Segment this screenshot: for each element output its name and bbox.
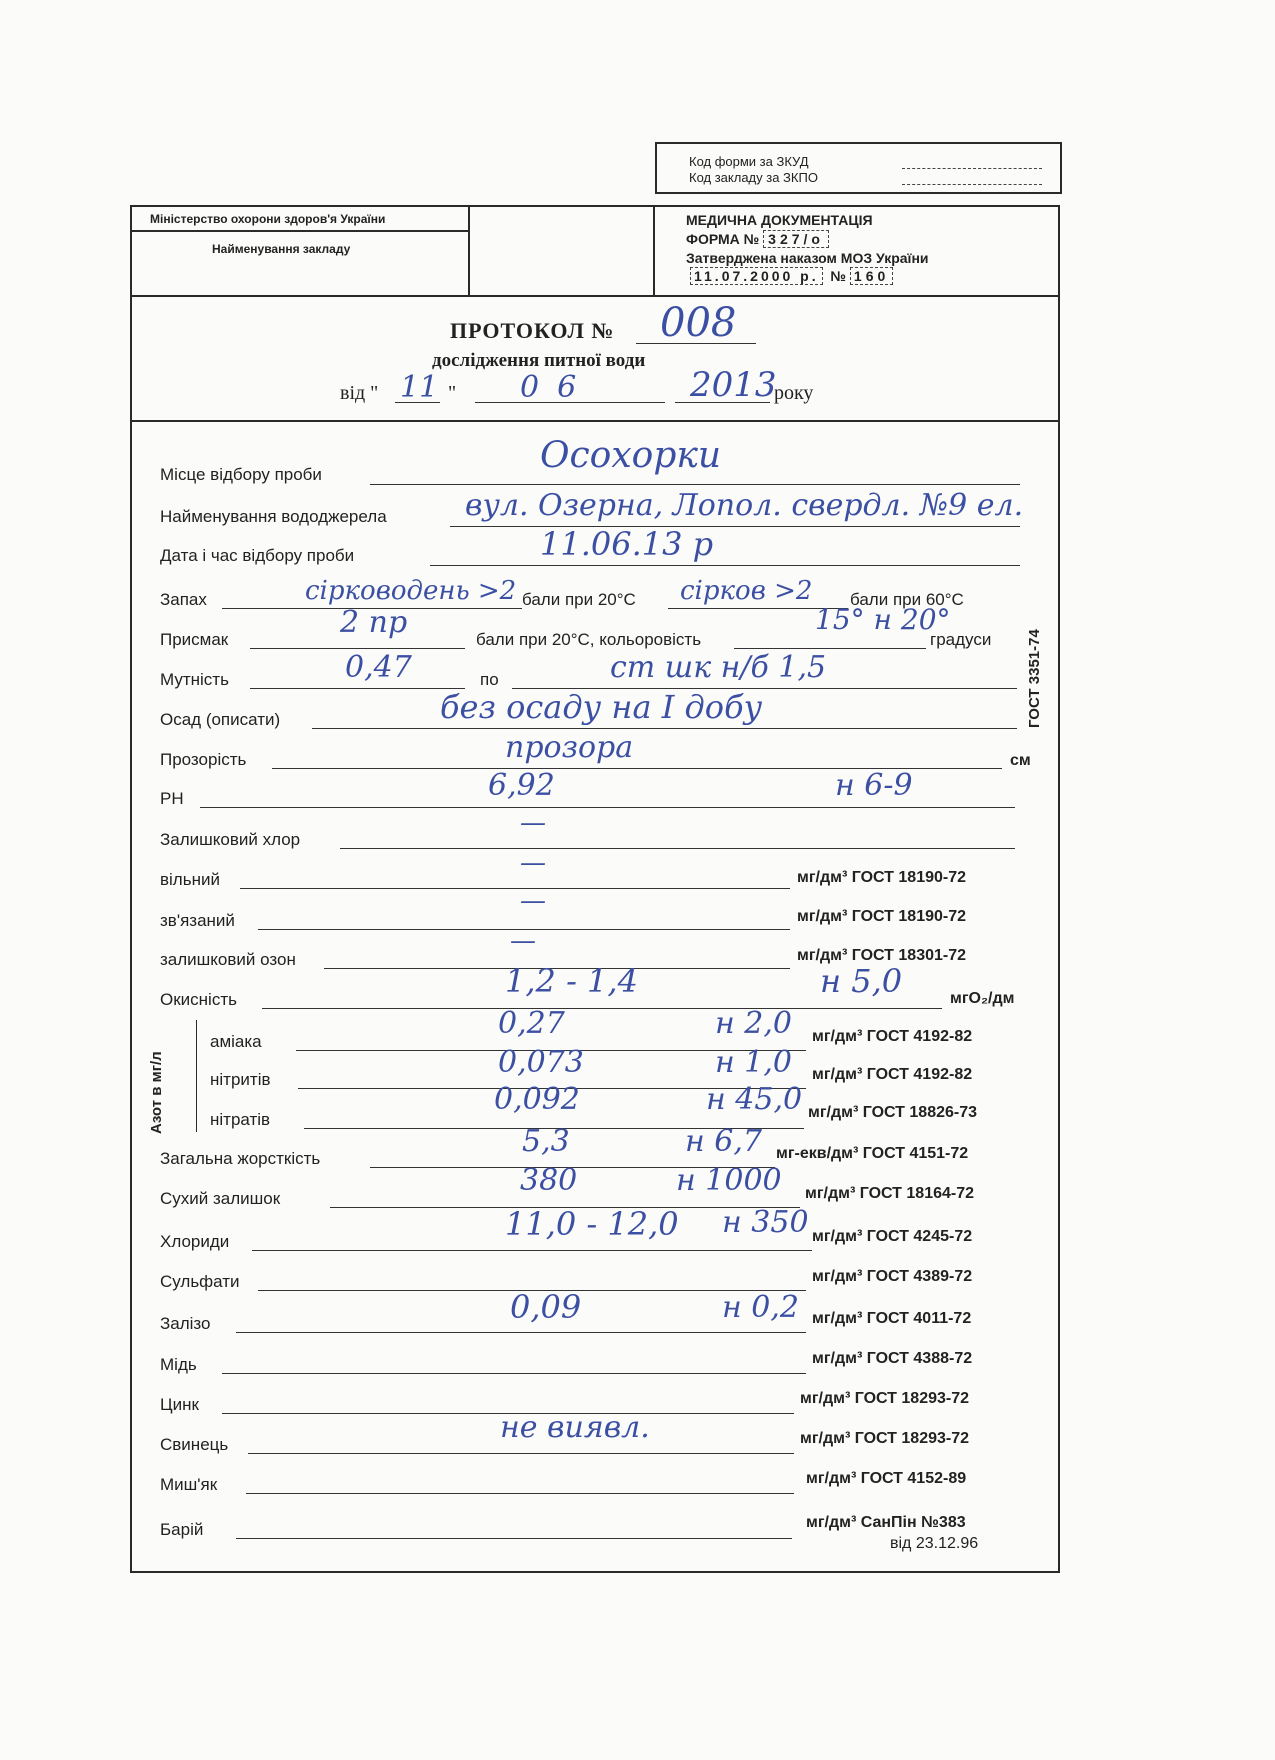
oxidability-unit: мгО₂/дм	[950, 990, 1015, 1007]
row-line	[430, 565, 1020, 566]
header-bottom-line	[130, 295, 1060, 297]
row-label-turbidity: Мутність	[160, 670, 229, 689]
row-line	[370, 484, 1020, 485]
copper-unit: мг/дм³ ГОСТ 4388-72	[812, 1350, 973, 1367]
year-suffix: року	[774, 382, 814, 404]
row-label-nitrates: нітратів	[210, 1110, 271, 1129]
row-line	[236, 1538, 792, 1539]
form-number-label: ФОРМА №	[686, 231, 760, 247]
row-value-ammonia: 0,27	[498, 1006, 565, 1041]
arsenic-unit: мг/дм³ ГОСТ 4152-89	[806, 1470, 967, 1487]
nitrates-unit: мг/дм³ ГОСТ 18826-73	[808, 1104, 978, 1121]
protocol-day: 11	[400, 370, 439, 405]
date-quote: "	[448, 382, 457, 404]
bound-chlorine-unit: мг/дм³ ГОСТ 18190-72	[797, 908, 967, 925]
row-value-nitrites: 0,073	[498, 1045, 584, 1080]
row-label-sediment: Осад (описати)	[160, 710, 281, 729]
row-label-arsenic: Миш'як	[160, 1475, 218, 1494]
row-value-sediment: без осаду на І добу	[440, 688, 763, 726]
row-line	[200, 807, 1015, 808]
approval-line: Затверджена наказом МОЗ України	[686, 250, 929, 266]
row-value-dry-residue-norm: н 1000	[676, 1163, 782, 1198]
row-value-sampling-place: Осохорки	[540, 435, 722, 476]
row-value-odor-20: сірководень >2	[305, 576, 517, 606]
turbidity-mid-text: по	[480, 670, 499, 689]
lead-unit: мг/дм³ ГОСТ 18293-72	[800, 1430, 970, 1447]
row-label-water-source: Найменування вододжерела	[160, 507, 387, 526]
row-value-dry-residue: 380	[520, 1163, 578, 1198]
protocol-subtitle: дослідження питної води	[432, 350, 646, 371]
row-line	[312, 728, 1017, 729]
row-value-chlorides-norm: н 350	[722, 1205, 809, 1240]
row-line	[246, 1493, 794, 1494]
row-label-iron: Залізо	[160, 1314, 211, 1333]
row-value-taste: 2 пр	[340, 605, 408, 640]
form-number: 327/о	[763, 230, 829, 248]
row-label-chlorides: Хлориди	[160, 1232, 230, 1251]
hardness-unit: мг-екв/дм³ ГОСТ 4151-72	[776, 1145, 969, 1162]
row-value-transparency: прозора	[505, 730, 634, 765]
row-label-transparency: Прозорість	[160, 750, 247, 769]
dry-residue-unit: мг/дм³ ГОСТ 18164-72	[805, 1185, 975, 1202]
form-code-line: Код форми за ЗКУД	[689, 154, 809, 169]
row-value-odor-60: сірков >2	[680, 576, 813, 606]
zinc-unit: мг/дм³ ГОСТ 18293-72	[800, 1390, 970, 1407]
taste-mid-text: бали при 20°С, кольоровість	[476, 630, 702, 649]
row-label-residual-chlorine: Залишковий хлор	[160, 830, 301, 849]
row-label-sampling-date: Дата і час відбору проби	[160, 546, 355, 565]
row-line	[250, 688, 465, 689]
iron-unit: мг/дм³ ГОСТ 4011-72	[812, 1310, 972, 1327]
row-value-bound-chlorine: —	[520, 886, 546, 916]
title-bottom-line	[130, 420, 1060, 422]
protocol-year: 2013	[690, 365, 777, 405]
row-value-chlorides: 11,0 - 12,0	[505, 1205, 679, 1243]
row-label-barium: Барій	[160, 1520, 204, 1539]
row-line	[236, 1332, 806, 1333]
row-label-ammonia: аміака	[210, 1032, 262, 1051]
odor-unit: бали при 60°С	[850, 590, 964, 609]
ammonia-unit: мг/дм³ ГОСТ 4192-82	[812, 1028, 973, 1045]
header-divider	[468, 205, 470, 295]
row-label-taste: Присмак	[160, 630, 229, 649]
nitrogen-bracket	[196, 1020, 197, 1132]
row-label-copper: Мідь	[160, 1355, 197, 1374]
row-value-hardness: 5,3	[522, 1124, 570, 1159]
row-value-nitrates: 0,092	[494, 1082, 580, 1117]
row-value-nitrites-norm: н 1,0	[715, 1045, 793, 1080]
row-value-hardness-norm: н 6,7	[685, 1124, 763, 1159]
row-label-nitrites: нітритів	[210, 1070, 271, 1089]
row-value-iron: 0,09	[510, 1288, 582, 1326]
row-label-free-chlorine: вільний	[160, 870, 220, 889]
row-value-free-chlorine: —	[520, 848, 546, 878]
row-line	[248, 1453, 794, 1454]
barium-unit: мг/дм³ СанПін №383	[806, 1514, 966, 1531]
order-number: 160	[850, 267, 893, 285]
bleed-through-text	[260, 165, 264, 183]
row-value-turbidity-norm: ст шк н/б 1,5	[610, 650, 827, 685]
row-line	[240, 888, 790, 889]
row-label-odor: Запах	[160, 590, 207, 609]
header-divider	[130, 230, 470, 232]
row-value-lead: не виявл.	[500, 1410, 650, 1445]
row-value-ph: 6,92	[488, 768, 555, 803]
row-value-oxidability-norm: н 5,0	[820, 962, 903, 1000]
row-value-iron-norm: н 0,2	[722, 1290, 800, 1325]
sulfates-unit: мг/дм³ ГОСТ 4389-72	[812, 1268, 973, 1285]
row-value-ph-norm: н 6-9	[835, 768, 913, 803]
row-label-hardness: Загальна жорсткість	[160, 1149, 321, 1168]
institution-code-line: Код закладу за ЗКПО	[689, 170, 818, 185]
row-value-nitrates-norm: н 45,0	[706, 1082, 803, 1117]
row-value-color: 15° н 20°	[815, 603, 951, 636]
order-number-label: №	[830, 268, 847, 284]
row-value-sampling-date: 11.06.13 р	[540, 525, 714, 563]
institution-label: Найменування закладу	[212, 242, 351, 256]
row-label-lead: Свинець	[160, 1435, 229, 1454]
row-value-ammonia-norm: н 2,0	[715, 1006, 793, 1041]
gost-side-label: ГОСТ 3351-74	[1026, 629, 1043, 728]
residual-ozone-unit: мг/дм³ ГОСТ 18301-72	[797, 947, 967, 964]
row-line	[222, 1373, 806, 1374]
nitrogen-group-label: Азот в мг/л	[148, 1051, 165, 1134]
transparency-unit: см	[1010, 752, 1031, 769]
free-chlorine-unit: мг/дм³ ГОСТ 18190-72	[797, 869, 967, 886]
row-label-oxidability: Окисність	[160, 990, 237, 1009]
row-value-residual-chlorine: —	[520, 808, 546, 838]
protocol-month: 06	[520, 370, 595, 405]
row-value-oxidability: 1,2 - 1,4	[505, 962, 638, 1000]
row-value-turbidity: 0,47	[345, 650, 412, 685]
row-line	[450, 526, 1020, 527]
institution-code-cells	[902, 184, 1042, 186]
row-label-zinc: Цинк	[160, 1395, 199, 1414]
protocol-title: ПРОТОКОЛ №	[450, 318, 615, 343]
row-label-bound-chlorine: зв'язаний	[160, 911, 235, 930]
row-label-ph: РН	[160, 789, 184, 808]
row-label-sampling-place: Місце відбору проби	[160, 465, 322, 484]
odor-mid-text: бали при 20°С	[522, 590, 636, 609]
form-code-cells	[902, 168, 1042, 170]
row-label-dry-residue: Сухий залишок	[160, 1189, 281, 1208]
header-divider	[653, 205, 655, 295]
row-line	[250, 648, 465, 649]
row-line	[262, 1008, 942, 1009]
row-label-residual-ozone: залишковий озон	[160, 950, 296, 969]
row-line	[340, 848, 1015, 849]
row-line	[252, 1250, 812, 1251]
row-line	[734, 648, 926, 649]
nitrites-unit: мг/дм³ ГОСТ 4192-82	[812, 1066, 973, 1083]
row-label-sulfates: Сульфати	[160, 1272, 240, 1291]
chlorides-unit: мг/дм³ ГОСТ 4245-72	[812, 1228, 973, 1245]
date-prefix: від "	[340, 382, 379, 404]
form-code-box	[655, 142, 1062, 194]
protocol-number: 008	[660, 300, 737, 346]
approval-date: 11.07.2000 р.	[690, 267, 823, 285]
row-value-water-source: вул. Озерна, Лопол. свердл. №9 ел.	[465, 488, 1024, 523]
med-doc-heading: МЕДИЧНА ДОКУМЕНТАЦІЯ	[686, 212, 873, 228]
taste-unit: градуси	[930, 630, 992, 649]
ministry-name: Міністерство охорони здоров'я України	[150, 212, 386, 226]
row-value-residual-ozone: —	[510, 926, 536, 956]
barium-unit-date: від 23.12.96	[890, 1535, 979, 1552]
